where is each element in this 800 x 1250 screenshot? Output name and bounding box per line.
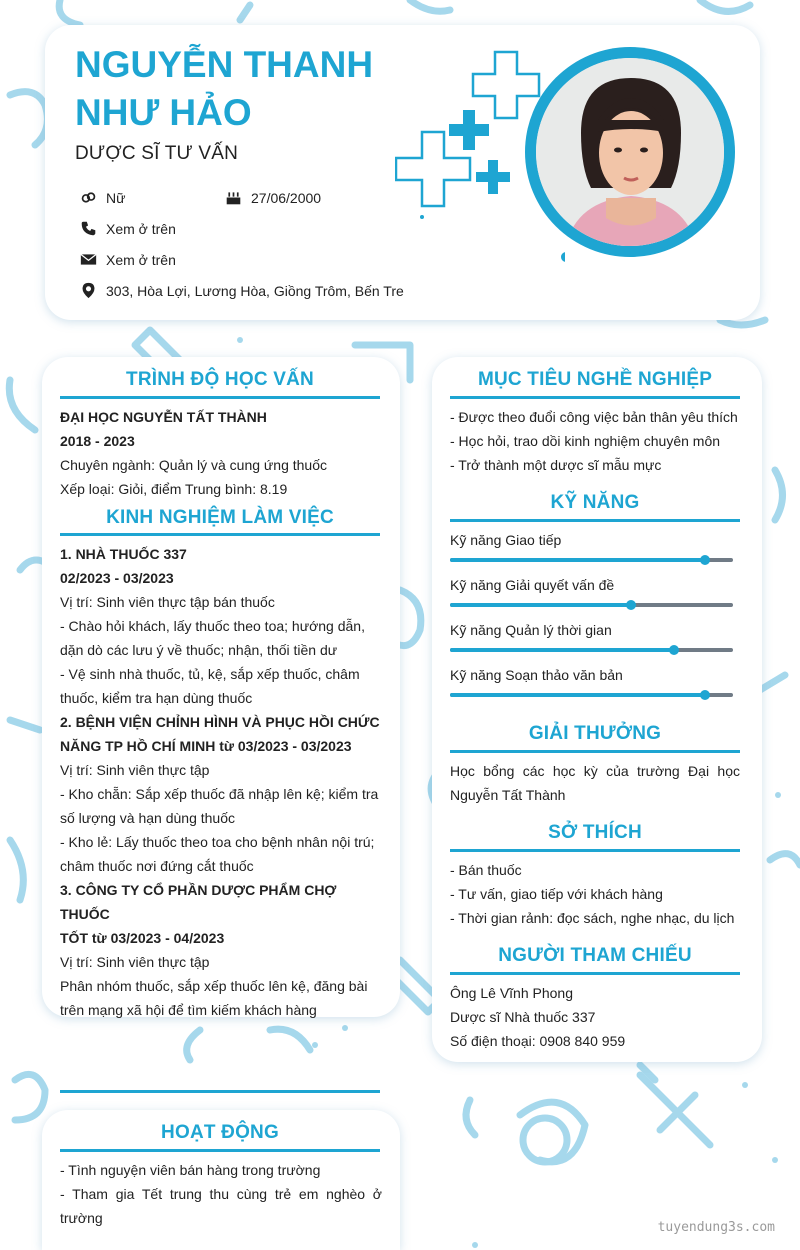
portrait-illustration: [536, 58, 724, 246]
profile-header-card: [45, 25, 760, 320]
location-pin-icon: [80, 282, 97, 299]
experience-line: 3. CÔNG TY CỔ PHẦN DƯỢC PHẨM CHỢ THUỐC: [60, 882, 337, 922]
skill-name: Kỹ năng Giao tiếp: [450, 532, 562, 548]
experience-line: - Kho lẻ: Lấy thuốc theo toa cho bệnh nhân nội trú;: [60, 834, 375, 850]
candidate-name: [75, 41, 405, 137]
phone-row: [80, 220, 176, 237]
skill-bar-fill: [450, 603, 631, 607]
reference-item: Số điện thoại: 0908 840 959: [450, 1033, 626, 1049]
reference-item: Ông Lê Vĩnh Phong: [450, 985, 573, 1001]
birthday-value: 27/06/2000: [251, 189, 322, 206]
objective-item: - Trở thành một dược sĩ mẫu mực: [450, 457, 662, 473]
hobbies-divider: [450, 849, 740, 852]
experience-list: [60, 542, 382, 1022]
skill-bar: [450, 693, 733, 697]
education-period: 2018 - 2023: [60, 433, 135, 449]
skill-bar-fill: [450, 558, 705, 562]
birthday-row: [225, 189, 321, 206]
experience-line: 02/2023 - 03/2023: [60, 570, 174, 586]
awards-text: Học bổng các học kỳ của trường Đại học Nguyễn Tất Thành: [450, 763, 740, 803]
skill-bar-marker: [626, 600, 636, 610]
reference-section-title: NGƯỜI THAM CHIẾU: [498, 945, 692, 966]
education-school: ĐẠI HỌC NGUYỄN TẤT THÀNH: [60, 409, 267, 425]
experience-line: NĂNG TP HỒ CHÍ MINH từ 03/2023 - 03/2023: [60, 738, 352, 754]
gender-row: [80, 189, 125, 206]
skill-bar-fill: [450, 693, 705, 697]
activities-section-title: HOẠT ĐỘNG: [161, 1122, 279, 1143]
phone-icon: [80, 220, 97, 237]
address-row: [80, 282, 404, 299]
watermark-text: tuyendung3s.com: [657, 1220, 775, 1235]
skill-name: Kỹ năng Giải quyết vấn đề: [450, 577, 615, 593]
experience-line: TỐT từ 03/2023 - 04/2023: [60, 930, 225, 946]
candidate-name-line2: NHƯ HẢO: [75, 92, 252, 133]
birthday-cake-icon: [225, 189, 242, 206]
experience-line: thuốc, kiểm tra hạn dùng thuốc: [60, 690, 253, 706]
objective-item: - Được theo đuổi công việc bản thân yêu thích: [450, 409, 738, 425]
activities-card: [42, 1110, 400, 1250]
reference-divider: [450, 972, 740, 975]
hobby-item: - Tư vấn, giao tiếp với khách hàng: [450, 886, 663, 902]
awards-divider: [450, 750, 740, 753]
experience-line: 1. NHÀ THUỐC 337: [60, 546, 187, 562]
avatar-photo: [536, 58, 724, 246]
experience-line: châm thuốc nơi đứng cắt thuốc: [60, 858, 254, 874]
reference-item: Dược sĩ Nhà thuốc 337: [450, 1009, 596, 1025]
experience-line: Vị trí: Sinh viên thực tập: [60, 954, 210, 970]
avatar: [525, 47, 735, 257]
skill-bar: [450, 603, 733, 607]
education-section-title: TRÌNH ĐỘ HỌC VẤN: [126, 369, 314, 390]
objective-skills-card: [432, 357, 762, 1062]
skill-bar: [450, 648, 733, 652]
skill-bar-marker: [700, 555, 710, 565]
experience-line: Phân nhóm thuốc, sắp xếp thuốc lên kệ, đăng bài: [60, 978, 368, 994]
experience-divider: [60, 533, 380, 536]
skill-bar-fill: [450, 648, 674, 652]
objective-item: - Học hỏi, trao dồi kinh nghiệm chuyên môn: [450, 433, 721, 449]
experience-line: - Kho chẵn: Sắp xếp thuốc đã nhập lên kệ; kiểm tra: [60, 786, 379, 802]
experience-line: 2. BỆNH VIỆN CHỈNH HÌNH VÀ PHỤC HỒI CHỨC: [60, 714, 380, 730]
gender-value: Nữ: [106, 189, 126, 206]
email-icon: [80, 251, 97, 268]
phone-value: Xem ở trên: [106, 220, 176, 237]
experience-line: - Chào hỏi khách, lấy thuốc theo toa; hướng dẫn,: [60, 618, 365, 634]
experience-line: trên mạng xã hội để tìm kiếm khách hàng: [60, 1002, 317, 1018]
skill-bar-marker: [669, 645, 679, 655]
skill-name: Kỹ năng Soạn thảo văn bản: [450, 667, 623, 683]
candidate-name-line1: NGUYỄN THANH: [75, 44, 374, 85]
email-value: Xem ở trên: [106, 251, 176, 268]
education-major: Chuyên ngành: Quản lý và cung ứng thuốc: [60, 457, 327, 473]
skill-bar-marker: [700, 690, 710, 700]
hobby-item: - Thời gian rảnh: đọc sách, nghe nhạc, du lịch: [450, 910, 735, 926]
skills-divider: [450, 519, 740, 522]
hobbies-section-title: SỞ THÍCH: [548, 822, 642, 843]
education-divider: [60, 396, 380, 399]
activities-divider: [60, 1149, 380, 1152]
experience-line: dặn dò các lưu ý về thuốc; nhận, thối tiền dư: [60, 642, 338, 658]
education-experience-card: [42, 357, 400, 1017]
skill-bar: [450, 558, 733, 562]
awards-section-title: GIẢI THƯỞNG: [528, 723, 662, 744]
experience-section-title: KINH NGHIỆM LÀM VIỆC: [106, 507, 334, 528]
address-value: 303, Hòa Lợi, Lương Hòa, Giồng Trôm, Bến Tre: [106, 282, 404, 299]
activities-top-divider: [60, 1090, 380, 1093]
experience-line: - Vệ sinh nhà thuốc, tủ, kệ, sắp xếp thuốc, châm: [60, 666, 360, 682]
activity-item: - Tình nguyện viên bán hàng trong trường: [60, 1162, 321, 1178]
experience-line: Vị trí: Sinh viên thực tập bán thuốc: [60, 594, 275, 610]
skills-section-title: KỸ NĂNG: [550, 492, 640, 513]
objective-section-title: MỤC TIÊU NGHỀ NGHIỆP: [477, 369, 713, 390]
skill-name: Kỹ năng Quản lý thời gian: [450, 622, 612, 638]
hobby-item: - Bán thuốc: [450, 862, 522, 878]
objective-divider: [450, 396, 740, 399]
education-grade: Xếp loại: Giỏi, điểm Trung bình: 8.19: [60, 481, 288, 497]
job-title: DƯỢC SĨ TƯ VẤN: [75, 143, 239, 164]
experience-line: số lượng và hạn dùng thuốc: [60, 810, 236, 826]
experience-line: Vị trí: Sinh viên thực tập: [60, 762, 210, 778]
activity-item: - Tham gia Tết trung thu cùng trẻ em nghèo ở trường: [60, 1186, 382, 1226]
gender-icon: [80, 189, 97, 206]
email-row: [80, 251, 176, 268]
